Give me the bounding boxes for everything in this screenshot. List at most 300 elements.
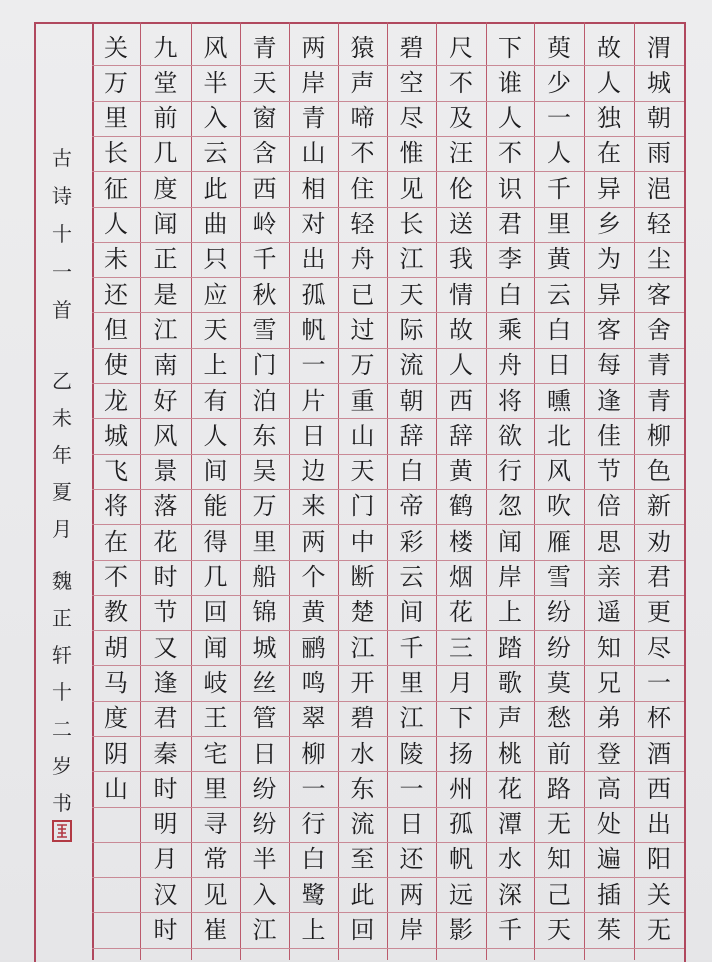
calligraphy-character: 落 bbox=[153, 492, 178, 521]
calligraphy-character: 时 bbox=[153, 563, 178, 591]
calligraphy-character: 出 bbox=[647, 810, 671, 839]
calligraphy-character: 州 bbox=[449, 774, 473, 803]
calligraphy-character: 影 bbox=[449, 916, 473, 944]
row-divider bbox=[92, 842, 684, 843]
column-divider bbox=[140, 22, 141, 960]
calligraphy-character: 更 bbox=[647, 598, 671, 627]
column-divider bbox=[92, 22, 94, 960]
calligraphy-character: 山 bbox=[350, 421, 375, 450]
row-divider bbox=[92, 665, 684, 666]
calligraphy-character: 鹭 bbox=[301, 880, 326, 909]
calligraphy-character: 里 bbox=[203, 774, 228, 803]
calligraphy-character: 节 bbox=[597, 457, 621, 486]
calligraphy-character: 龙 bbox=[104, 386, 128, 415]
calligraphy-character: 送 bbox=[449, 210, 473, 238]
calligraphy-character: 声 bbox=[350, 68, 375, 97]
column-divider bbox=[534, 22, 535, 960]
calligraphy-character: 西 bbox=[647, 774, 671, 803]
calligraphy-character: 闻 bbox=[203, 633, 228, 662]
calligraphy-character: 一 bbox=[647, 668, 671, 697]
calligraphy-character: 浥 bbox=[647, 174, 671, 203]
row-divider bbox=[92, 277, 684, 278]
calligraphy-character: 每 bbox=[597, 351, 621, 380]
calligraphy-character: 九 bbox=[153, 33, 178, 62]
calligraphy-character: 来 bbox=[301, 492, 326, 521]
calligraphy-character: 潭 bbox=[498, 810, 522, 839]
calligraphy-character: 尽 bbox=[399, 104, 424, 133]
calligraphy-character: 教 bbox=[104, 598, 128, 627]
calligraphy-character: 柳 bbox=[647, 421, 671, 450]
row-divider bbox=[92, 595, 684, 596]
calligraphy-character: 不 bbox=[104, 563, 128, 591]
calligraphy-character: 下 bbox=[449, 704, 473, 733]
calligraphy-character: 里 bbox=[547, 210, 571, 238]
calligraphy-character: 帝 bbox=[399, 492, 424, 521]
calligraphy-character: 乡 bbox=[597, 210, 621, 238]
calligraphy-character: 流 bbox=[350, 810, 375, 839]
calligraphy-character: 北 bbox=[547, 421, 571, 450]
calligraphy-character: 李 bbox=[498, 245, 522, 274]
calligraphy-character: 长 bbox=[104, 139, 128, 168]
calligraphy-character: 一 bbox=[547, 104, 571, 133]
calligraphy-character: 愁 bbox=[547, 704, 571, 733]
calligraphy-character: 流 bbox=[399, 351, 424, 380]
poem-collection-title-char: 一 bbox=[52, 260, 72, 284]
row-divider bbox=[92, 136, 684, 137]
calligraphy-character: 陵 bbox=[399, 739, 424, 768]
calligraphy-character: 片 bbox=[301, 386, 326, 415]
calligraphy-character: 莫 bbox=[547, 668, 571, 697]
calligraphy-character: 日 bbox=[301, 421, 326, 450]
calligraphy-character: 云 bbox=[203, 139, 228, 168]
calligraphy-character: 能 bbox=[203, 492, 228, 521]
calligraphy-character: 阳 bbox=[647, 845, 671, 874]
calligraphy-character: 岸 bbox=[498, 563, 522, 591]
column-divider bbox=[634, 22, 635, 960]
calligraphy-character: 将 bbox=[104, 492, 128, 521]
calligraphy-character: 插 bbox=[597, 880, 621, 909]
calligraphy-character: 度 bbox=[104, 704, 128, 733]
calligraphy-character: 登 bbox=[597, 739, 621, 768]
calligraphy-character: 知 bbox=[597, 633, 621, 662]
calligraphy-character: 纷 bbox=[547, 633, 571, 662]
calligraphy-character: 鹤 bbox=[449, 492, 473, 521]
calligraphy-character: 万 bbox=[104, 68, 128, 97]
calligraphy-character: 寻 bbox=[203, 810, 228, 839]
calligraphy-character: 倍 bbox=[597, 492, 621, 521]
column-divider bbox=[289, 22, 290, 960]
calligraphy-character: 杯 bbox=[647, 704, 671, 733]
calligraphy-character: 人 bbox=[597, 68, 621, 97]
calligraphy-character: 有 bbox=[203, 386, 228, 415]
calligraphy-character: 半 bbox=[252, 845, 277, 874]
calligraphy-character: 正 bbox=[153, 245, 178, 274]
calligraphy-character: 秋 bbox=[252, 280, 277, 309]
calligraphy-character: 人 bbox=[498, 104, 522, 133]
calligraphy-character: 乘 bbox=[498, 315, 522, 344]
calligraphy-character: 使 bbox=[104, 351, 128, 380]
calligraphy-character: 人 bbox=[547, 139, 571, 168]
calligraphy-character: 逢 bbox=[153, 668, 178, 697]
calligraphy-character: 际 bbox=[399, 315, 424, 344]
calligraphy-character: 里 bbox=[252, 527, 277, 556]
calligraphy-character: 舟 bbox=[498, 351, 522, 380]
calligraphy-character: 辞 bbox=[399, 421, 424, 450]
calligraphy-character: 踏 bbox=[498, 633, 522, 662]
calligraphy-character: 雪 bbox=[547, 563, 571, 591]
calligraphy-character: 轻 bbox=[350, 210, 375, 238]
calligraphy-character: 曲 bbox=[203, 210, 228, 238]
calligraphy-character: 啼 bbox=[350, 104, 375, 133]
calligraphy-character: 千 bbox=[498, 916, 522, 944]
calligraphy-character: 路 bbox=[547, 774, 571, 803]
calligraphy-character: 万 bbox=[350, 351, 375, 380]
row-divider bbox=[92, 171, 684, 172]
calligraphy-character: 猿 bbox=[350, 33, 375, 62]
calligraphy-character: 景 bbox=[153, 457, 178, 486]
calligraphy-character: 回 bbox=[350, 916, 375, 944]
red-seal-icon bbox=[52, 820, 72, 842]
calligraphy-character: 时 bbox=[153, 916, 178, 944]
calligraphy-character: 白 bbox=[547, 315, 571, 344]
row-divider bbox=[92, 771, 684, 772]
calligraphy-character: 上 bbox=[203, 351, 228, 380]
calligraphy-character: 飞 bbox=[104, 457, 128, 486]
calligraphy-character: 但 bbox=[104, 315, 128, 344]
calligraphy-character: 岸 bbox=[399, 916, 424, 944]
calligraphy-character: 间 bbox=[203, 457, 228, 486]
calligraphy-character: 含 bbox=[252, 139, 277, 168]
calligraphy-character: 至 bbox=[350, 845, 375, 874]
poem-collection-title-char: 古 bbox=[52, 146, 72, 170]
row-divider bbox=[92, 736, 684, 737]
author-inscription-char: 十 bbox=[52, 680, 72, 704]
calligraphy-character: 孤 bbox=[449, 810, 473, 839]
calligraphy-character: 雪 bbox=[252, 315, 277, 344]
calligraphy-character: 江 bbox=[153, 315, 178, 344]
calligraphy-character: 吹 bbox=[547, 492, 571, 521]
calligraphy-character: 不 bbox=[350, 139, 375, 168]
calligraphy-character: 岸 bbox=[301, 68, 326, 97]
calligraphy-character: 回 bbox=[203, 598, 228, 627]
poem-collection-title-char: 诗 bbox=[52, 184, 72, 208]
calligraphy-character: 纷 bbox=[547, 598, 571, 627]
calligraphy-character: 日 bbox=[399, 810, 424, 839]
calligraphy-character: 佳 bbox=[597, 421, 621, 450]
calligraphy-character: 天 bbox=[547, 916, 571, 944]
calligraphy-character: 西 bbox=[252, 174, 277, 203]
calligraphy-character: 常 bbox=[203, 845, 228, 874]
calligraphy-character: 君 bbox=[647, 563, 671, 591]
calligraphy-character: 只 bbox=[203, 245, 228, 274]
calligraphy-character: 城 bbox=[647, 68, 671, 97]
calligraphy-character: 风 bbox=[203, 33, 228, 62]
calligraphy-character: 知 bbox=[547, 845, 571, 874]
calligraphy-character: 花 bbox=[498, 774, 522, 803]
calligraphy-character: 上 bbox=[301, 916, 326, 944]
calligraphy-character: 渭 bbox=[647, 33, 671, 62]
calligraphy-character: 日 bbox=[547, 351, 571, 380]
calligraphy-character: 不 bbox=[498, 139, 522, 168]
calligraphy-character: 里 bbox=[104, 104, 128, 133]
calligraphy-character: 情 bbox=[449, 280, 473, 309]
row-divider bbox=[92, 207, 684, 208]
calligraphy-character: 鸣 bbox=[301, 668, 326, 697]
calligraphy-character: 断 bbox=[350, 563, 375, 591]
calligraphy-character: 在 bbox=[104, 527, 128, 556]
date-inscription-char: 月 bbox=[52, 517, 72, 541]
calligraphy-character: 长 bbox=[399, 210, 424, 238]
poem-collection-title-char: 十 bbox=[52, 222, 72, 246]
calligraphy-character: 萸 bbox=[547, 33, 571, 62]
calligraphy-character: 好 bbox=[153, 386, 178, 415]
calligraphy-character: 思 bbox=[597, 527, 621, 556]
calligraphy-character: 无 bbox=[547, 810, 571, 839]
calligraphy-character: 节 bbox=[153, 598, 178, 627]
row-divider bbox=[92, 877, 684, 878]
calligraphy-character: 见 bbox=[399, 174, 424, 203]
calligraphy-character: 客 bbox=[647, 280, 671, 309]
calligraphy-character: 色 bbox=[647, 457, 671, 486]
calligraphy-character: 间 bbox=[399, 598, 424, 627]
calligraphy-character: 还 bbox=[399, 845, 424, 874]
calligraphy-character: 声 bbox=[498, 704, 522, 733]
column-divider bbox=[338, 22, 339, 960]
calligraphy-character: 还 bbox=[104, 280, 128, 309]
calligraphy-character: 两 bbox=[301, 527, 326, 556]
row-divider bbox=[92, 418, 684, 419]
calligraphy-character: 尺 bbox=[449, 33, 473, 62]
calligraphy-character: 对 bbox=[301, 210, 326, 238]
calligraphy-character: 半 bbox=[203, 68, 228, 97]
calligraphy-character: 舍 bbox=[647, 315, 671, 344]
calligraphy-character: 两 bbox=[399, 880, 424, 909]
calligraphy-character: 上 bbox=[498, 598, 522, 627]
calligraphy-character: 两 bbox=[301, 33, 326, 62]
calligraphy-character: 人 bbox=[203, 421, 228, 450]
calligraphy-character: 故 bbox=[597, 33, 621, 62]
date-inscription-char: 未 bbox=[52, 406, 72, 430]
calligraphy-character: 青 bbox=[647, 351, 671, 380]
calligraphy-character: 碧 bbox=[399, 33, 424, 62]
calligraphy-character: 云 bbox=[399, 563, 424, 591]
column-divider bbox=[240, 22, 241, 960]
calligraphy-character: 惟 bbox=[399, 139, 424, 168]
calligraphy-character: 高 bbox=[597, 774, 621, 803]
calligraphy-character: 茱 bbox=[597, 916, 621, 944]
calligraphy-character: 几 bbox=[203, 563, 228, 591]
calligraphy-character: 将 bbox=[498, 386, 522, 415]
calligraphy-character: 为 bbox=[597, 245, 621, 274]
column-divider bbox=[684, 22, 686, 960]
author-inscription-char: 岁 bbox=[52, 754, 72, 778]
calligraphy-character: 一 bbox=[399, 774, 424, 803]
column-divider bbox=[191, 22, 192, 960]
calligraphy-character: 岐 bbox=[203, 668, 228, 697]
calligraphy-character: 宅 bbox=[203, 739, 228, 768]
calligraphy-character: 出 bbox=[301, 245, 326, 274]
calligraphy-character: 及 bbox=[449, 104, 473, 133]
calligraphy-character: 人 bbox=[104, 210, 128, 238]
calligraphy-character: 水 bbox=[498, 845, 522, 874]
calligraphy-character: 江 bbox=[252, 916, 277, 944]
calligraphy-character: 黄 bbox=[301, 598, 326, 627]
calligraphy-character: 已 bbox=[350, 280, 375, 309]
calligraphy-character: 里 bbox=[399, 668, 424, 697]
calligraphy-character: 堂 bbox=[153, 68, 178, 97]
calligraphy-character: 无 bbox=[647, 916, 671, 944]
calligraphy-character: 异 bbox=[597, 280, 621, 309]
calligraphy-character: 扬 bbox=[449, 739, 473, 768]
calligraphy-character: 天 bbox=[399, 280, 424, 309]
calligraphy-character: 黄 bbox=[547, 245, 571, 274]
row-divider bbox=[92, 242, 684, 243]
calligraphy-character: 月 bbox=[449, 668, 473, 697]
calligraphy-character: 吴 bbox=[252, 457, 277, 486]
calligraphy-character: 远 bbox=[449, 880, 473, 909]
author-inscription-char: 正 bbox=[52, 606, 72, 630]
calligraphy-character: 花 bbox=[153, 527, 178, 556]
calligraphy-character: 千 bbox=[252, 245, 277, 274]
calligraphy-character: 歌 bbox=[498, 668, 522, 697]
calligraphy-character: 雨 bbox=[647, 139, 671, 168]
calligraphy-character: 我 bbox=[449, 245, 473, 274]
calligraphy-character: 柳 bbox=[301, 739, 326, 768]
calligraphy-character: 汉 bbox=[153, 880, 178, 909]
author-inscription-char: 二 bbox=[52, 717, 72, 741]
calligraphy-character: 朝 bbox=[399, 386, 424, 415]
calligraphy-character: 辞 bbox=[449, 421, 473, 450]
calligraphy-character: 门 bbox=[350, 492, 375, 521]
calligraphy-character: 曛 bbox=[547, 386, 571, 415]
calligraphy-character: 纷 bbox=[252, 774, 277, 803]
calligraphy-character: 彩 bbox=[399, 527, 424, 556]
calligraphy-character: 征 bbox=[104, 174, 128, 203]
row-divider bbox=[92, 454, 684, 455]
calligraphy-character: 尽 bbox=[647, 633, 671, 662]
calligraphy-character: 入 bbox=[252, 880, 277, 909]
calligraphy-character: 遍 bbox=[597, 845, 621, 874]
date-inscription-char: 年 bbox=[52, 443, 72, 467]
calligraphy-character: 东 bbox=[252, 421, 277, 450]
calligraphy-character: 行 bbox=[498, 457, 522, 486]
calligraphy-character: 帆 bbox=[301, 315, 326, 344]
calligraphy-character: 水 bbox=[350, 739, 375, 768]
row-divider bbox=[92, 348, 684, 349]
row-divider bbox=[92, 489, 684, 490]
calligraphy-character: 君 bbox=[153, 704, 178, 733]
calligraphy-character: 人 bbox=[449, 351, 473, 380]
calligraphy-character: 青 bbox=[301, 104, 326, 133]
calligraphy-character: 日 bbox=[252, 739, 277, 768]
calligraphy-character: 船 bbox=[252, 563, 277, 591]
calligraphy-character: 下 bbox=[498, 33, 522, 62]
calligraphy-character: 翠 bbox=[301, 704, 326, 733]
row-divider bbox=[92, 101, 684, 102]
author-inscription-char: 轩 bbox=[52, 643, 72, 667]
calligraphy-character: 窗 bbox=[252, 104, 277, 133]
calligraphy-character: 又 bbox=[153, 633, 178, 662]
calligraphy-character: 时 bbox=[153, 774, 178, 803]
calligraphy-character: 山 bbox=[104, 774, 128, 803]
author-inscription-char: 书 bbox=[52, 791, 72, 815]
calligraphy-character: 不 bbox=[449, 68, 473, 97]
calligraphy-character: 东 bbox=[350, 774, 375, 803]
calligraphy-character: 异 bbox=[597, 174, 621, 203]
calligraphy-character: 关 bbox=[647, 880, 671, 909]
calligraphy-character: 中 bbox=[350, 527, 375, 556]
row-divider bbox=[92, 65, 684, 66]
calligraphy-character: 江 bbox=[350, 633, 375, 662]
calligraphy-character: 城 bbox=[252, 633, 277, 662]
calligraphy-character: 纷 bbox=[252, 810, 277, 839]
calligraphy-character: 秦 bbox=[153, 739, 178, 768]
calligraphy-character: 马 bbox=[104, 668, 128, 697]
calligraphy-character: 酒 bbox=[647, 739, 671, 768]
row-divider bbox=[92, 524, 684, 525]
calligraphy-character: 西 bbox=[449, 386, 473, 415]
column-divider bbox=[486, 22, 487, 960]
calligraphy-character: 住 bbox=[350, 174, 375, 203]
column-divider bbox=[436, 22, 437, 960]
calligraphy-character: 亲 bbox=[597, 563, 621, 591]
calligraphy-character: 己 bbox=[547, 880, 571, 909]
calligraphy-character: 江 bbox=[399, 245, 424, 274]
calligraphy-character: 行 bbox=[301, 810, 326, 839]
calligraphy-character: 重 bbox=[350, 386, 375, 415]
row-divider bbox=[92, 807, 684, 808]
calligraphy-character: 逢 bbox=[597, 386, 621, 415]
calligraphy-character: 忽 bbox=[498, 492, 522, 521]
calligraphy-character: 少 bbox=[547, 68, 571, 97]
calligraphy-character: 岭 bbox=[252, 210, 277, 238]
calligraphy-character: 独 bbox=[597, 104, 621, 133]
calligraphy-character: 汪 bbox=[449, 139, 473, 168]
calligraphy-character: 天 bbox=[350, 457, 375, 486]
calligraphy-character: 兄 bbox=[597, 668, 621, 697]
calligraphy-character: 泊 bbox=[252, 386, 277, 415]
calligraphy-character: 胡 bbox=[104, 633, 128, 662]
calligraphy-character: 明 bbox=[153, 810, 178, 839]
calligraphy-character: 丝 bbox=[252, 668, 277, 697]
column-divider bbox=[584, 22, 585, 960]
calligraphy-character: 是 bbox=[153, 280, 178, 309]
poem-collection-title-char: 首 bbox=[52, 298, 72, 322]
calligraphy-character: 开 bbox=[350, 668, 375, 697]
calligraphy-character: 谁 bbox=[498, 68, 522, 97]
calligraphy-character: 朝 bbox=[647, 104, 671, 133]
date-inscription-char: 乙 bbox=[52, 369, 72, 393]
calligraphy-character: 此 bbox=[350, 880, 375, 909]
calligraphy-character: 白 bbox=[498, 280, 522, 309]
row-divider bbox=[92, 560, 684, 561]
calligraphy-character: 君 bbox=[498, 210, 522, 238]
row-divider bbox=[92, 948, 684, 949]
calligraphy-character: 未 bbox=[104, 245, 128, 274]
calligraphy-character: 楼 bbox=[449, 527, 473, 556]
calligraphy-character: 几 bbox=[153, 139, 178, 168]
column-divider bbox=[387, 22, 388, 960]
calligraphy-character: 风 bbox=[153, 421, 178, 450]
calligraphy-character: 个 bbox=[301, 563, 326, 591]
calligraphy-character: 新 bbox=[647, 492, 671, 521]
calligraphy-character: 相 bbox=[301, 174, 326, 203]
calligraphy-character: 孤 bbox=[301, 280, 326, 309]
calligraphy-character: 边 bbox=[301, 457, 326, 486]
calligraphy-character: 王 bbox=[203, 704, 228, 733]
calligraphy-character: 欲 bbox=[498, 421, 522, 450]
calligraphy-character: 在 bbox=[597, 139, 621, 168]
